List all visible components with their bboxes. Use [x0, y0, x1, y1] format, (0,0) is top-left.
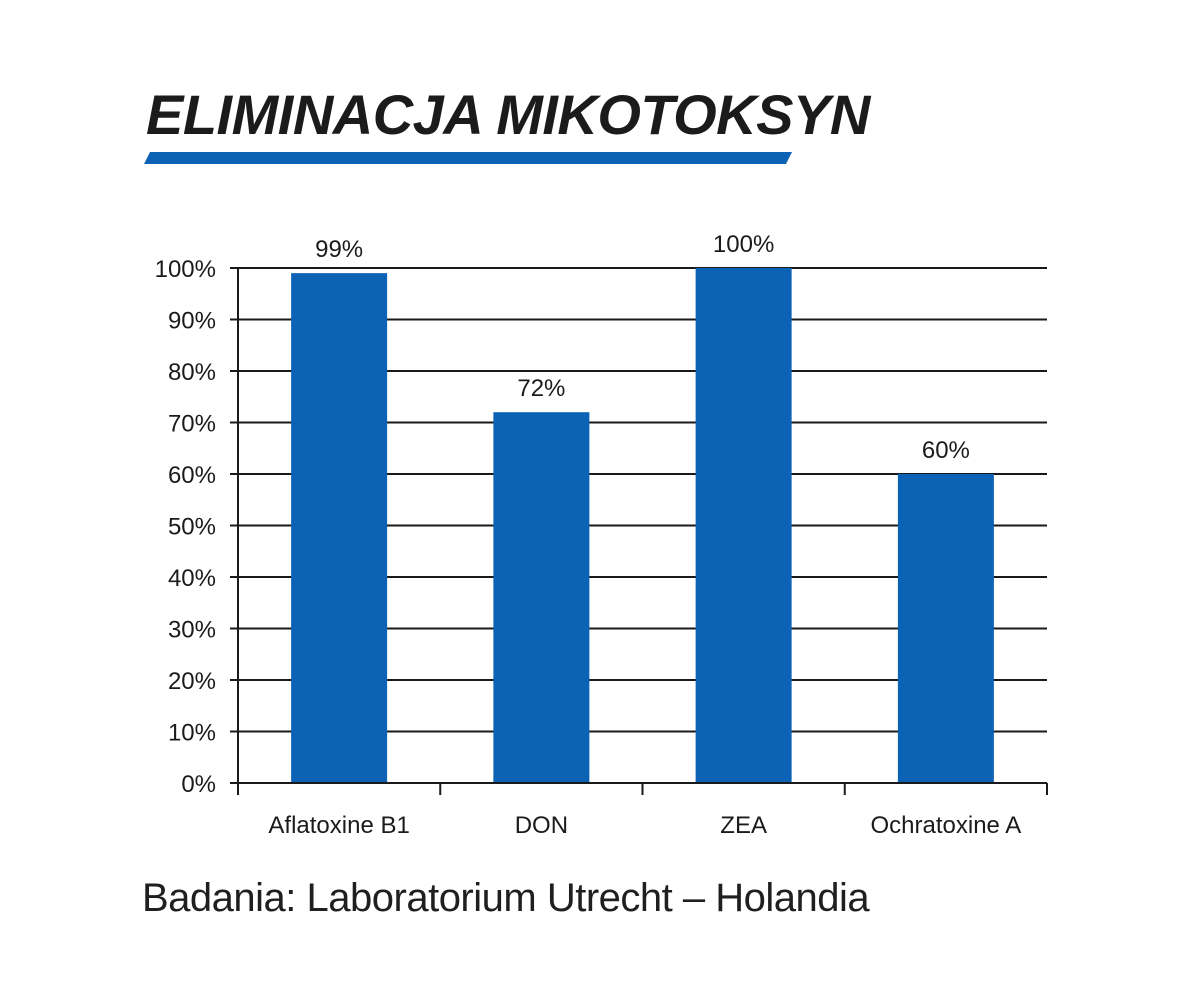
bar-zea — [696, 268, 792, 783]
data-label: 99% — [315, 236, 364, 264]
data-label: 72% — [517, 375, 566, 403]
x-tick-label: Aflatoxine B1 — [268, 812, 410, 839]
bar-don — [493, 412, 589, 783]
y-tick-label: 80% — [167, 359, 216, 386]
y-tick-label: 60% — [167, 462, 216, 489]
y-tick-label: 0% — [181, 771, 216, 798]
y-tick-label: 90% — [167, 307, 216, 335]
data-label: 60% — [921, 437, 970, 464]
y-tick-label: 30% — [167, 616, 216, 644]
y-tick-label: 20% — [167, 668, 216, 695]
chart-source: Badania: Laboratorium Utrecht – Holandia — [142, 876, 870, 920]
data-label: 100% — [712, 231, 775, 258]
y-tick-label: 100% — [154, 256, 216, 283]
bar-aflatoxine-b1 — [291, 273, 387, 783]
y-tick-label: 40% — [167, 565, 216, 592]
y-tick-label: 10% — [167, 719, 216, 747]
x-tick-label: Ochratoxine A — [870, 812, 1022, 839]
x-tick-label: ZEA — [720, 812, 767, 839]
x-tick-label: DON — [514, 812, 569, 839]
chart-title: ELIMINACJA MIKOTOKSYN — [146, 83, 870, 146]
bar-ochratoxine-a — [898, 474, 994, 783]
y-tick-label: 50% — [167, 513, 216, 541]
y-tick-label: 70% — [167, 410, 216, 438]
